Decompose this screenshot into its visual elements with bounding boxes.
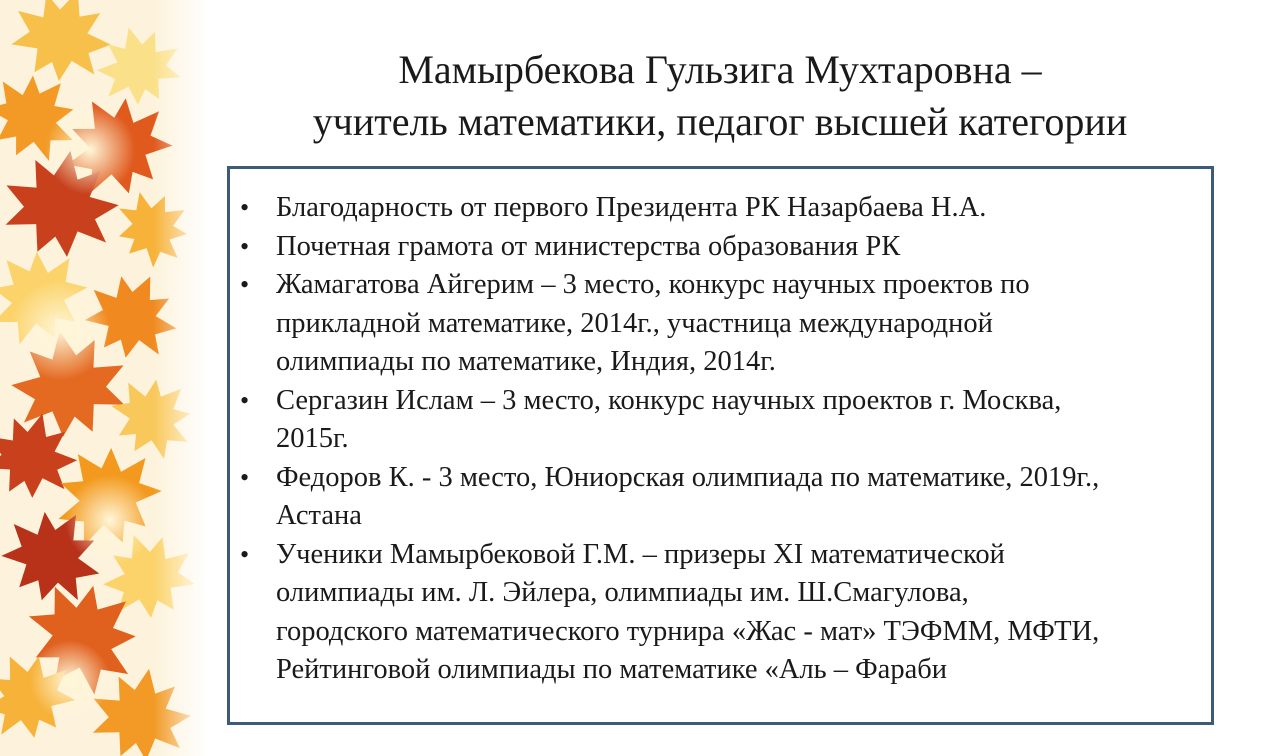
list-item (236, 266, 1206, 382)
achievements-list (236, 189, 1206, 690)
bullet-dot-icon: • (240, 270, 250, 299)
list-item (236, 459, 1206, 536)
achievement-line: городского математического турнира «Жас - мат» ТЭФММ, МФТИ, (276, 615, 1100, 647)
achievement-text: Почетная грамота от министерства образования РК (276, 230, 901, 262)
achievement-line: 2015г. (276, 423, 349, 454)
bullet-dot-icon: • (240, 231, 250, 261)
list-item (236, 228, 1206, 267)
bullet-dot-icon: • (240, 385, 250, 415)
achievement-line: Жамагатова Айгерим – 3 место, конкурс научных проектов по (276, 269, 1030, 300)
achievement-line: Сергазин Ислам – 3 место, конкурс научных проектов г. Москва, (276, 384, 1062, 416)
autumn-leaves-border (0, 0, 205, 756)
achievement-line: олимпиады им. Л. Эйлера, олимпиады им. Ш.Смагулова, (276, 577, 969, 608)
title-line-2: учитель математики, педагог высшей категории (312, 99, 1128, 144)
list-item (236, 189, 1206, 228)
list-item (236, 536, 1206, 690)
achievement-text: Благодарность от первого Президента РК Назарбаева Н.А. (276, 192, 987, 223)
achievement-line: Федоров К. - 3 место, Юниорская олимпиада по математике, 2019г., (276, 461, 1100, 493)
achievement-line: Рейтинговой олимпиады по математике «Аль – Фараби (276, 654, 947, 685)
achievement-line: прикладной математике, 2014г., участница международной (276, 307, 993, 339)
page-title (250, 44, 1190, 148)
achievement-line: Астана (276, 500, 362, 531)
bullet-dot-icon: • (240, 193, 250, 222)
achievements-box (227, 166, 1214, 725)
achievement-line: Ученики Мамырбековой Г.М. – призеры XI математической (276, 538, 1005, 570)
bullet-dot-icon: • (240, 462, 250, 492)
title-line-1: Мамырбекова Гульзига Мухтаровна – (398, 47, 1042, 92)
achievement-line: олимпиады по математике, Индия, 2014г. (276, 346, 776, 377)
bullet-dot-icon: • (240, 539, 250, 569)
list-item (236, 382, 1206, 459)
